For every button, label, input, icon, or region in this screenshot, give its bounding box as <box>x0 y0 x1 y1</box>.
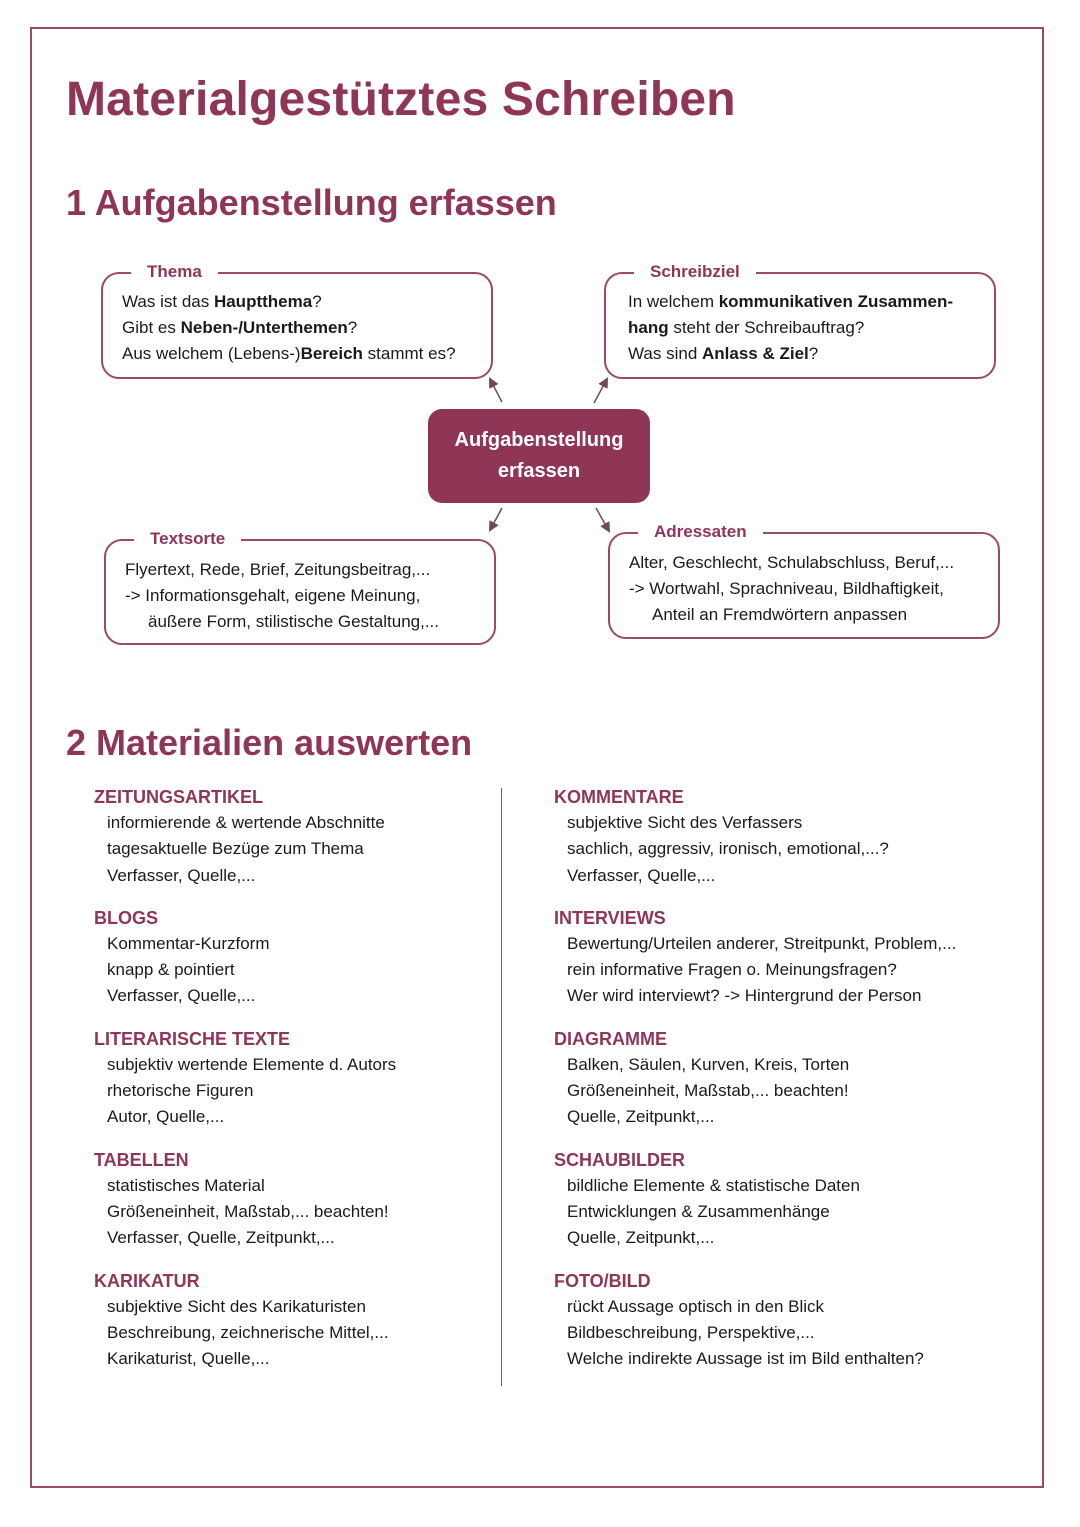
material-category-title: ZEITUNGSARTIKEL <box>94 787 263 807</box>
material-category <box>94 1026 396 1131</box>
material-category-line: Größeneinheit, Maßstab,... beachten! <box>107 1201 389 1221</box>
material-category <box>554 1026 956 1131</box>
material-category <box>94 905 396 1010</box>
center-node <box>428 409 650 503</box>
material-category-line: informierende & wertende Abschnitte <box>107 813 385 832</box>
material-category <box>94 1147 396 1252</box>
adressaten-line-1: Alter, Geschlecht, Schulabschluss, Beruf,... <box>629 553 955 572</box>
material-category-title: KARIKATUR <box>94 1270 200 1291</box>
material-category-line: Balken, Säulen, Kurven, Kreis, Torten <box>567 1054 850 1074</box>
material-category-line: Beschreibung, zeichnerische Mittel,... <box>107 1322 389 1342</box>
material-category-line: Wer wird interviewt? -> Hintergrund der Person <box>567 986 922 1006</box>
material-category-title: DIAGRAMME <box>554 1028 667 1049</box>
material-category-line: rückt Aussage optisch in den Blick <box>567 1296 825 1316</box>
material-category-title: LITERARISCHE TEXTE <box>94 1028 291 1049</box>
textsorte-line-2: -> Informationsgehalt, eigene Meinung, <box>125 586 421 605</box>
material-category-line: Welche indirekte Aussage ist im Bild enthalten? <box>567 1349 924 1369</box>
material-category-title: KOMMENTARE <box>554 787 684 807</box>
adressaten-label: Adressaten <box>638 518 763 546</box>
adressaten-line-3: Anteil an Fremdwörtern anpassen <box>652 605 908 624</box>
materials-left-column <box>94 784 396 1388</box>
textsorte-box <box>104 529 496 645</box>
material-category-title: SCHAUBILDER <box>554 1149 686 1170</box>
material-category-title: TABELLEN <box>94 1149 189 1170</box>
thema-box <box>101 262 493 379</box>
material-category-title: BLOGS <box>94 907 159 928</box>
schreibziel-line-3: Was sind Anlass & Ziel? <box>628 344 819 363</box>
material-category-title: FOTO/BILD <box>554 1270 651 1291</box>
column-divider <box>501 788 502 1386</box>
material-category-line: rein informative Fragen o. Meinungsfragen? <box>567 960 897 980</box>
material-category-line: Karikaturist, Quelle,... <box>107 1349 270 1369</box>
material-category <box>554 1147 956 1252</box>
material-category-line: rhetorische Figuren <box>107 1081 254 1101</box>
material-category-line: Größeneinheit, Maßstab,... beachten! <box>567 1081 849 1101</box>
material-category-line: statistisches Material <box>107 1175 265 1195</box>
material-category-line: Verfasser, Quelle,... <box>107 986 256 1006</box>
material-category <box>554 1268 956 1373</box>
thema-line-2: Gibt es Neben-/Unterthemen? <box>122 318 358 337</box>
material-category-line: Entwicklungen & Zusammenhänge <box>567 1201 830 1221</box>
material-category-line: subjektiv wertende Elemente d. Autors <box>107 1054 397 1074</box>
material-category <box>554 784 956 889</box>
materials-right-column <box>554 784 956 1388</box>
section-2-heading: 2 Materialien auswerten <box>66 722 473 763</box>
schreibziel-line-2: hang steht der Schreibauftrag? <box>628 318 865 337</box>
schreibziel-label: Schreibziel <box>634 258 756 286</box>
center-line-2: erfassen <box>497 460 581 482</box>
material-category-line: subjektive Sicht des Verfassers <box>567 813 803 832</box>
textsorte-line-1: Flyertext, Rede, Brief, Zeitungsbeitrag,... <box>125 560 431 579</box>
material-category-line: sachlich, aggressiv, ironisch, emotional,...? <box>567 839 889 859</box>
adressaten-line-2: -> Wortwahl, Sprachniveau, Bildhaftigkeit, <box>629 579 944 598</box>
textsorte-line-3: äußere Form, stilistische Gestaltung,... <box>148 612 439 631</box>
material-category-line: Quelle, Zeitpunkt,... <box>567 1107 715 1127</box>
material-category-line: Verfasser, Quelle,... <box>107 865 256 885</box>
material-category-line: Quelle, Zeitpunkt,... <box>567 1228 715 1248</box>
material-category-line: Bewertung/Urteilen anderer, Streitpunkt, Problem,... <box>567 933 957 953</box>
schreibziel-line-1: In welchem kommunikativen Zusammen- <box>628 292 953 311</box>
page-title: Materialgestütztes Schreiben <box>66 73 736 126</box>
material-category <box>94 1268 396 1373</box>
material-category-line: knapp & pointiert <box>107 960 235 980</box>
material-category-line: subjektive Sicht des Karikaturisten <box>107 1296 366 1316</box>
thema-line-3: Aus welchem (Lebens-)Bereich stammt es? <box>122 344 456 363</box>
material-category-line: Verfasser, Quelle, Zeitpunkt,... <box>107 1228 335 1248</box>
material-category-line: Kommentar-Kurzform <box>107 933 270 953</box>
material-category-line: Autor, Quelle,... <box>107 1107 225 1127</box>
material-category <box>94 784 396 889</box>
textsorte-label: Textsorte <box>134 525 241 553</box>
section-1-heading: 1 Aufgabenstellung erfassen <box>66 182 557 223</box>
center-line-1: Aufgabenstellung <box>454 429 624 451</box>
material-category <box>554 905 956 1010</box>
schreibziel-box <box>604 262 996 379</box>
material-category-line: Bildbeschreibung, Perspektive,... <box>567 1322 815 1342</box>
material-category-title: INTERVIEWS <box>554 907 666 928</box>
thema-label: Thema <box>131 258 218 286</box>
material-category-line: Verfasser, Quelle,... <box>567 865 716 885</box>
material-category-line: tagesaktuelle Bezüge zum Thema <box>107 839 364 859</box>
material-category-line: bildliche Elemente & statistische Daten <box>567 1175 860 1195</box>
thema-line-1: Was ist das Hauptthema? <box>122 292 322 311</box>
adressaten-box <box>608 522 1000 639</box>
